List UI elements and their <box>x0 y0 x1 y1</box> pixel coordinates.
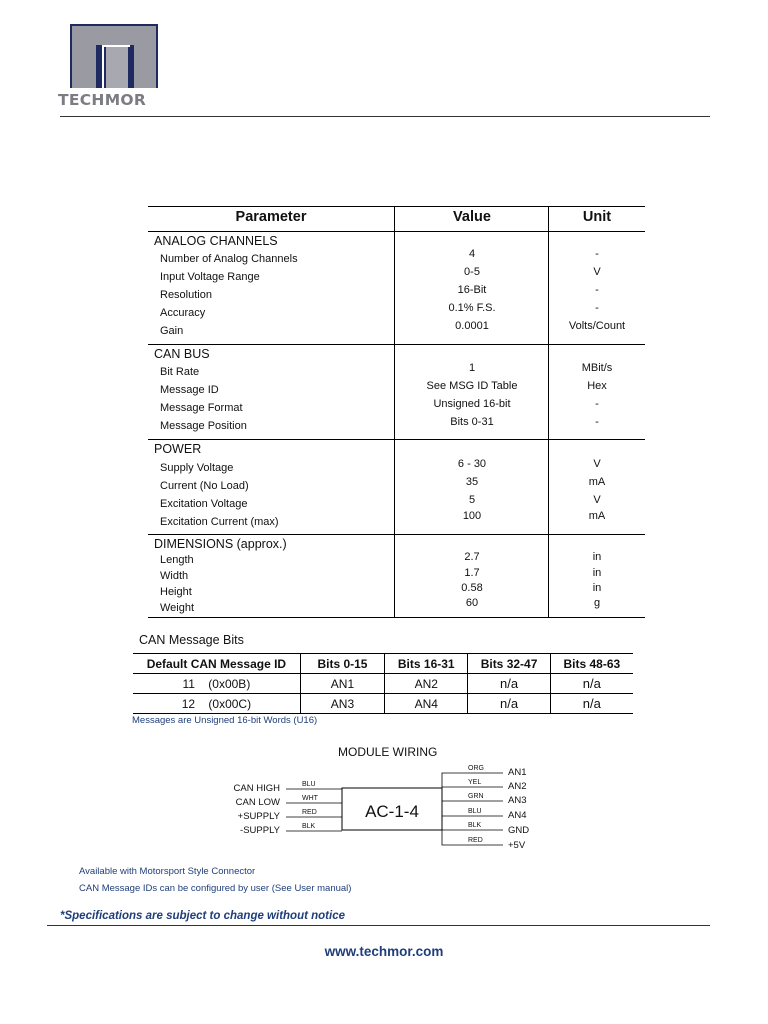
param-unit: Volts/Count <box>568 320 626 332</box>
wire-label: GND <box>508 825 530 836</box>
wire-color: BLU <box>302 781 316 788</box>
table-cell: AN2 <box>385 674 468 694</box>
column-header: Bits 48-63 <box>550 654 633 674</box>
param-value: 100 <box>462 510 482 522</box>
wire-color: RED <box>468 837 483 844</box>
param-unit: V <box>593 494 601 506</box>
param-name: Supply Voltage <box>160 462 234 474</box>
param-unit: g <box>593 597 601 609</box>
section-power <box>148 440 645 535</box>
wire-color: WHT <box>302 795 318 802</box>
param-unit: MBit/s <box>581 362 613 374</box>
param-name: Resolution <box>160 289 212 301</box>
wire-label: AN1 <box>508 767 527 778</box>
param-value: 0.58 <box>461 582 483 594</box>
param-name: Gain <box>160 325 184 337</box>
column-header: Bits 16-31 <box>385 654 468 674</box>
table-row <box>133 694 633 714</box>
param-value: 1.7 <box>464 567 480 579</box>
param-name: Weight <box>160 602 195 614</box>
wire-an2 <box>442 779 526 792</box>
unit-header: Unit <box>582 209 612 225</box>
param-value: 0.1% F.S. <box>448 302 496 314</box>
column-header: Bits 0-15 <box>300 654 384 674</box>
param-unit: mA <box>588 476 606 488</box>
wire-label: AN4 <box>508 810 527 821</box>
wire-color: GRN <box>468 793 484 800</box>
param-name: Number of Analog Channels <box>160 253 298 265</box>
can-table-note: Messages are Unsigned 16-bit Words (U16) <box>132 715 318 726</box>
wire-label: CAN HIGH <box>233 783 280 794</box>
spec-row <box>148 597 645 618</box>
can-table-title: CAN Message Bits <box>139 633 244 647</box>
module-label: AC-1-4 <box>365 802 419 821</box>
param-unit: in <box>592 551 602 563</box>
logo-wordmark: TECHMOR <box>58 91 147 109</box>
table-cell: 11 (0x00B) <box>133 674 300 694</box>
table-cell: AN4 <box>385 694 468 714</box>
table-cell: n/a <box>468 674 550 694</box>
section-title: CAN BUS <box>154 347 210 361</box>
section-title: DIMENSIONS (approx.) <box>154 537 287 551</box>
param-unit: in <box>592 582 602 594</box>
table-cell: AN1 <box>300 674 384 694</box>
wire-color: ORG <box>468 765 484 772</box>
wire-an4 <box>442 808 526 821</box>
param-value: Bits 0-31 <box>450 416 494 428</box>
param-value: 2.7 <box>464 551 480 563</box>
table-cell: n/a <box>468 694 550 714</box>
param-unit: V <box>593 266 601 278</box>
param-name: Input Voltage Range <box>160 271 260 283</box>
note-can-ids: CAN Message IDs can be configured by user (See User manual) <box>79 883 352 894</box>
param-value: 35 <box>465 476 479 488</box>
wire-an3 <box>442 793 526 806</box>
wire-plus-supply <box>238 809 342 822</box>
wire-can-low <box>236 795 342 808</box>
wire-label: +SUPPLY <box>237 811 280 822</box>
param-unit: - <box>595 302 599 314</box>
wire-can-high <box>234 781 342 794</box>
param-value: 6 - 30 <box>457 458 487 470</box>
param-name: Excitation Voltage <box>160 498 248 510</box>
param-name: Message Position <box>160 420 247 432</box>
param-value: 5 <box>468 494 476 506</box>
table-cell: AN3 <box>300 694 384 714</box>
param-value: 1 <box>468 362 476 374</box>
wire-label: -SUPPLY <box>240 825 280 836</box>
wire-color: BLU <box>468 808 482 815</box>
value-header: Value <box>453 209 491 225</box>
wire-color: BLK <box>302 823 316 830</box>
param-value: 0-5 <box>464 266 480 278</box>
param-name: Excitation Current (max) <box>160 516 279 528</box>
param-value: 16-Bit <box>457 284 487 296</box>
param-name: Bit Rate <box>160 366 200 378</box>
section-title: POWER <box>154 442 202 456</box>
table-cell: n/a <box>550 694 633 714</box>
param-name: Width <box>160 570 189 582</box>
can-message-table <box>133 653 633 714</box>
column-header: Bits 32-47 <box>468 654 550 674</box>
param-value: 4 <box>468 248 476 260</box>
param-unit: - <box>595 416 599 428</box>
column-header: Default CAN Message ID <box>133 654 300 674</box>
param-name: Message ID <box>160 384 219 396</box>
param-name: Current (No Load) <box>160 480 249 492</box>
wire-label: CAN LOW <box>235 797 280 808</box>
param-value: 0.0001 <box>455 320 489 332</box>
spec-table <box>148 206 645 618</box>
table-cell: 12 (0x00C) <box>133 694 300 714</box>
wire-label: AN2 <box>508 781 527 792</box>
wire-label: AN3 <box>508 795 527 806</box>
section-dimensions <box>148 535 645 618</box>
can-table-header-row <box>133 654 633 674</box>
section-can-bus <box>148 345 645 440</box>
spec-table-header <box>148 206 645 232</box>
wire-color: RED <box>302 809 317 816</box>
param-name: Length <box>160 554 194 566</box>
param-unit: - <box>595 248 599 260</box>
spec-row <box>148 320 645 341</box>
wiring-title: MODULE WIRING <box>338 745 438 759</box>
section-analog-channels <box>148 232 645 345</box>
wire-gnd <box>442 822 529 836</box>
spec-row <box>148 510 645 532</box>
param-unit: - <box>595 398 599 410</box>
wire-color: YEL <box>468 779 482 786</box>
wire-minus-supply <box>240 823 342 836</box>
parameter-header: Parameter <box>235 209 307 225</box>
note-connector: Available with Motorsport Style Connector <box>79 866 256 877</box>
website-link[interactable]: www.techmor.com <box>324 944 444 959</box>
disclaimer: *Specifications are subject to change without notice <box>60 910 345 922</box>
wire-label: +5V <box>508 840 526 851</box>
header-divider <box>60 116 710 117</box>
wiring-diagram <box>220 760 540 860</box>
table-cell: n/a <box>550 674 633 694</box>
table-row <box>133 674 633 694</box>
param-name: Message Format <box>160 402 243 414</box>
param-name: Height <box>160 586 192 598</box>
param-value: See MSG ID Table <box>426 380 518 392</box>
param-unit: - <box>595 284 599 296</box>
wire-color: BLK <box>468 822 482 829</box>
param-value: Unsigned 16-bit <box>433 398 511 410</box>
param-unit: in <box>592 567 602 579</box>
spec-row <box>148 418 645 436</box>
param-value: 60 <box>465 597 479 609</box>
footer-divider <box>47 925 710 926</box>
param-name: Accuracy <box>160 307 206 319</box>
param-unit: mA <box>588 510 606 522</box>
section-title: ANALOG CHANNELS <box>154 234 278 248</box>
param-unit: Hex <box>587 380 607 392</box>
param-unit: V <box>593 458 601 470</box>
